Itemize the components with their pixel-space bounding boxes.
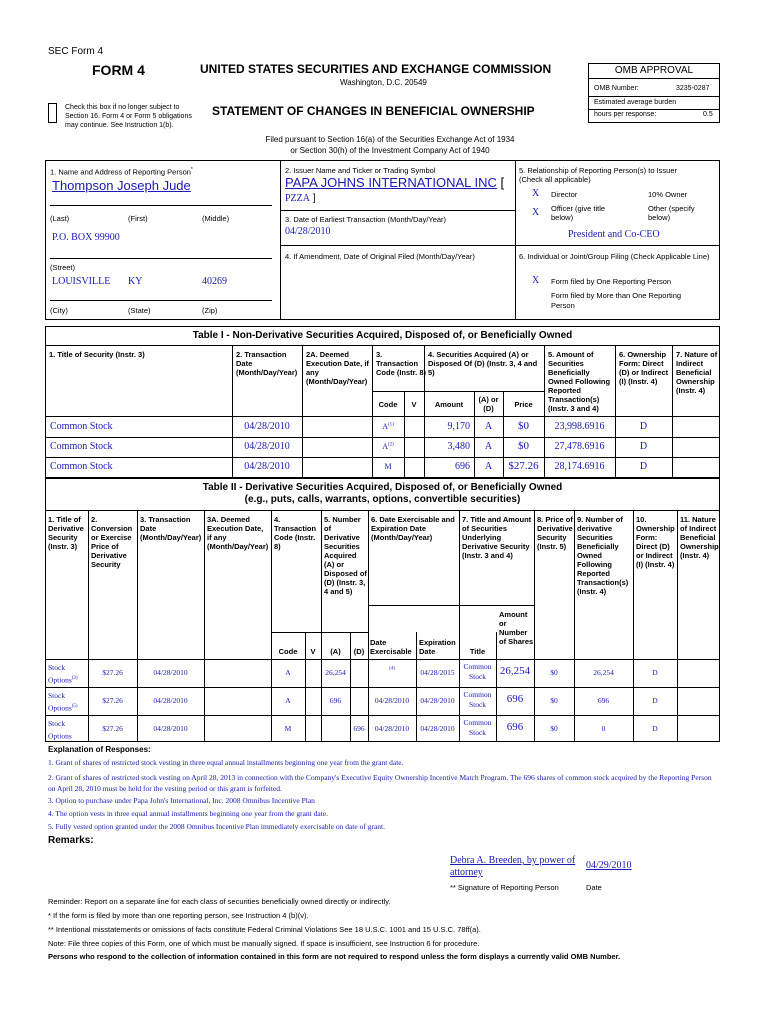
t1-price: Price — [514, 400, 533, 409]
explanation-title: Explanation of Responses: — [48, 745, 151, 754]
t2-a: (A) — [330, 647, 341, 656]
t2-exp: Expiration Date — [419, 638, 456, 656]
t1r3-code: M — [384, 462, 392, 471]
footer-omb-note: Persons who respond to the collection of information contained in this form are not required to respond unless the form displays a currently valid OMB Number. — [48, 952, 621, 961]
t2r3-code: M — [284, 724, 292, 733]
t1-h6: 6. Ownership Form: Direct (D) or Indirect (I) (Instr. 4) — [619, 350, 669, 386]
t1r1-title: Common Stock — [50, 421, 113, 432]
t2-amt: Amount or Number of Shares — [499, 610, 534, 646]
street-value: P.O. BOX 99900 — [52, 232, 120, 243]
t2-h8: 8. Price of Derivative Security (Instr. 5) — [537, 515, 573, 551]
omb-hours-value: 0.5 — [703, 111, 713, 118]
earliest-transaction-date: 04/28/2010 — [285, 226, 331, 237]
t1r3-title: Common Stock — [50, 461, 113, 472]
officer-check[interactable]: X — [532, 207, 540, 218]
t2-h5: 5. Number of Derivative Securities Acquired (A) or Disposed of (D) (Instr. 3, 4 and 5) — [324, 515, 367, 596]
explanation-1: 1. Grant of shares of restricted stock vesting in three equal annual installments beginning one year from the grant date. — [48, 758, 404, 767]
t2-v: V — [310, 647, 316, 656]
director-check[interactable]: X — [532, 188, 540, 199]
t2r2-price: $27.26 — [102, 696, 123, 705]
t1-h5: 5. Amount of Securities Beneficially Owned Following Reported Transaction(s) (Instr. 3 and 4) — [548, 350, 611, 413]
t2-date-ex: Date Exercisable — [370, 638, 412, 656]
t2r3-dex: 04/28/2010 — [374, 724, 410, 733]
t2r1-date: 04/28/2010 — [153, 668, 188, 677]
street-label: (Street) — [50, 263, 76, 272]
t1r3-owned: 28,174.6916 — [554, 461, 605, 472]
t2r3-date: 04/28/2010 — [153, 724, 188, 733]
t2r2-shares: 696 — [506, 693, 524, 705]
filed-line-2: or Section 30(h) of the Investment Company Act of 1940 — [290, 146, 490, 155]
table-1-title: Table I - Non-Derivative Securities Acquired, Disposed of, or Beneficially Owned — [192, 330, 573, 341]
table-2-title: Table II - Derivative Securities Acquired, Disposed of, or Beneficially Owned — [202, 482, 563, 493]
t2r1-price: $27.26 — [102, 668, 123, 677]
footer-reminder: Reminder: Report on a separate line for each class of securities beneficially owned directly or indirectly. — [48, 897, 391, 906]
state-label: (State) — [128, 306, 151, 315]
first-label: (First) — [128, 214, 148, 223]
omb-title: OMB APPROVAL — [588, 64, 720, 79]
t1r1-ad: A — [484, 421, 493, 432]
city-value: LOUISVILLE — [52, 276, 111, 287]
box2-label: 2. Issuer Name and Ticker or Trading Symbol — [285, 166, 436, 175]
t1-code: Code — [378, 400, 398, 409]
t2r1-p8: $0 — [550, 668, 558, 677]
t2-title: Title — [469, 647, 486, 656]
box3-label: 3. Date of Earliest Transaction (Month/Day/Year) — [285, 215, 447, 224]
footer-note-1: * If the form is filed by more than one reporting person, see Instruction 4 (b)(v). — [48, 911, 309, 920]
box6-label: 6. Individual or Joint/Group Filing (Check Applicable Line) — [519, 252, 710, 261]
commission-title: UNITED STATES SECURITIES AND EXCHANGE COMMISSION — [200, 62, 552, 76]
t1r3-amount: 696 — [455, 461, 470, 472]
issuer-name[interactable]: PAPA JOHNS INTERNATIONAL INC [ — [285, 175, 505, 190]
t2r1-a: 26,254 — [325, 668, 346, 677]
form-title: FORM 4 — [92, 62, 145, 78]
middle-label: (Middle) — [202, 214, 230, 223]
t1r2-code: $A^{(2)}$ — [382, 442, 394, 451]
zip-value: 40269 — [202, 276, 227, 287]
omb-hours-label: hours per response: — [594, 111, 657, 118]
t2-h3: 3. Transaction Date (Month/Day/Year) — [140, 515, 202, 542]
t1r2-price: $0 — [518, 440, 529, 452]
explanation-3: 3. Option to purchase under Papa John's International, Inc. 2008 Omnibus Incentive Plan — [48, 796, 315, 805]
t1r2-form: D — [639, 441, 648, 452]
t2r3-form: D — [652, 724, 658, 733]
signature-date: 04/29/2010 — [586, 860, 632, 871]
remarks-title: Remarks: — [48, 835, 94, 846]
footer-note-3: Note: File three copies of this Form, one of which must be manually signed. If space is insufficient, see Instruction 6 for procedure. — [48, 939, 480, 948]
explanation-5: 5. Fully vested option granted under the 2008 Omnibus Incentive Plan immediately exercisable on date of grant. — [48, 822, 385, 831]
t2r2-date: 04/28/2010 — [153, 696, 188, 705]
t1r1-price: $0 — [518, 420, 529, 432]
t2-h11: 11. Nature of Indirect Beneficial Ownership (Instr. 4) — [680, 515, 719, 560]
box1-label: 1. Name and Address of Reporting Person* — [50, 167, 193, 177]
t1r1-form: D — [639, 421, 648, 432]
t1r1-amount: 9,170 — [447, 421, 470, 432]
director-label: Director — [551, 190, 578, 199]
t1r2-owned: 27,478.6916 — [554, 441, 605, 452]
t2-h7: 7. Title and Amount of Securities Underlying Derivative Security (Instr. 3 and 4) — [462, 515, 532, 560]
t1r3-form: D — [639, 461, 648, 472]
t1-h4: 4. Securities Acquired (A) or Disposed Of (D) (Instr. 3, 4 and 5) — [428, 350, 538, 377]
t1r2-title: Common Stock — [50, 441, 113, 452]
t2-code: Code — [278, 647, 298, 656]
last-label: (Last) — [50, 214, 70, 223]
t2r2-form: D — [652, 696, 658, 705]
t2-h3a: 3A. Deemed Execution Date, if any (Month/Day/Year) — [207, 515, 269, 551]
t1r3-date: 04/28/2010 — [244, 461, 290, 472]
t2-d: (D) — [353, 647, 365, 656]
t1-aord: (A) or (D) — [478, 395, 499, 413]
t1r1-owned: 23,998.6916 — [554, 421, 605, 432]
t2r3-d: 696 — [353, 724, 365, 733]
one-person-label: Form filed by One Reporting Person — [551, 277, 672, 286]
t1-h7: 7. Nature of Indirect Beneficial Ownership (Instr. 4) — [676, 350, 718, 395]
t2r2-underlying: Common Stock — [463, 690, 492, 709]
footer-note-2: ** Intentional misstatements or omissions of facts constitute Federal Criminal Violations See 18 U.S.C. 1001 and 15 U.S.C. 78ff(a). — [48, 925, 481, 934]
t2r2-exp: 04/28/2010 — [420, 696, 455, 705]
t1r2-amount: 3,480 — [447, 441, 470, 452]
t2r1-shares: 26,254 — [499, 665, 531, 677]
t2r1-dex: (4) — [389, 666, 395, 672]
commission-city: Washington, D.C. 20549 — [340, 78, 427, 87]
explanation-2: 2. Grant of shares of restricted stock vesting on April 28, 2013 in connection with the Company's Executive Equity Ownership Incentive Match Program. The 696 shares of common stock acquired by the Reporting Person on April 28, 2010 must be held for the vesting period or this grant is forfeited. — [48, 773, 712, 793]
t2r2-owned: 696 — [597, 696, 610, 705]
t2-h6: 6. Date Exercisable and Expiration Date (Month/Day/Year) — [371, 515, 455, 542]
t2-h1: 1. Title of Derivative Security (Instr. 3) — [48, 515, 84, 551]
t2-h2: 2. Conversion or Exercise Price of Derivative Security — [91, 515, 133, 569]
t1r3-ad: A — [484, 461, 493, 472]
t2r2-code: A — [285, 696, 291, 705]
sec-form-label: SEC Form 4 — [48, 46, 104, 57]
t1r1-date: 04/28/2010 — [244, 421, 290, 432]
t2r3-exp: 04/28/2010 — [420, 724, 455, 733]
t2r1-exp: 04/28/2015 — [420, 668, 455, 677]
t2r3-p8: $0 — [550, 724, 558, 733]
officer-title: President and Co-CEO — [568, 229, 660, 240]
t2r2-a: 696 — [329, 696, 342, 705]
t1r2-ad: A — [484, 441, 493, 452]
box4-label: 4. If Amendment, Date of Original Filed (Month/Day/Year) — [285, 252, 475, 261]
omb-number-value: 3235-0287 — [676, 85, 710, 92]
officer-label: Officer (give title below) — [551, 204, 606, 222]
t2r3-underlying: Common Stock — [463, 718, 492, 737]
zip-label: (Zip) — [202, 306, 218, 315]
box5-label: 5. Relationship of Reporting Person(s) to Issuer (Check all applicable) — [519, 166, 677, 184]
other-label: Other (specify below) — [648, 204, 695, 222]
omb-burden-label: Estimated average burden — [594, 99, 677, 106]
state-value: KY — [128, 276, 143, 287]
t2r2-title: Stock Options$^{(5)}$ — [48, 691, 78, 713]
no-longer-subject-checkbox[interactable] — [48, 103, 57, 123]
one-person-check[interactable]: X — [532, 275, 540, 286]
t1-amount: Amount — [434, 400, 464, 409]
t1-v: V — [411, 400, 417, 409]
more-persons-label: Form filed by More than One Reporting Person — [551, 291, 682, 310]
t2r3-owned: 0 — [601, 724, 606, 733]
date-label: Date — [586, 883, 602, 892]
t1r3-price: $27.26 — [508, 460, 539, 472]
explanation-4: 4. The option vests in three equal annual installments beginning one year from the grant date. — [48, 809, 328, 818]
t1r2-date: 04/28/2010 — [244, 441, 290, 452]
table-2-subtitle: (e.g., puts, calls, warrants, options, convertible securities) — [244, 494, 521, 505]
t2r1-owned: 26,254 — [593, 668, 614, 677]
signature-label: ** Signature of Reporting Person — [450, 883, 559, 892]
t1r1-code: $A^{(1)}$ — [382, 422, 394, 431]
t1-h1: 1. Title of Security (Instr. 3) — [49, 350, 145, 359]
t2r1-title: Stock Options$^{(3)}$ — [48, 663, 78, 685]
city-label: (City) — [50, 306, 68, 315]
t2-h10: 10. Ownership Form: Direct (D) or Indirect (I) (Instr. 4) — [636, 515, 675, 569]
omb-number-label: OMB Number: — [594, 85, 639, 92]
t2r1-form: D — [652, 668, 658, 677]
t2r2-p8: $0 — [550, 696, 558, 705]
t2r1-underlying: Common Stock — [463, 662, 492, 681]
reporting-person-name[interactable]: Thompson Joseph Jude — [52, 178, 191, 193]
t2-h9: 9. Number of derivative Securities Beneficially Owned Following Reported Transaction(s) (Instr. 4) — [577, 515, 629, 596]
t1-h2: 2. Transaction Date (Month/Day/Year) — [236, 350, 298, 377]
statement-title: STATEMENT OF CHANGES IN BENEFICIAL OWNERSHIP — [212, 104, 535, 118]
t2r2-dex: 04/28/2010 — [374, 696, 410, 705]
checkbox-text: Check this box if no longer subject to Section 16. Form 4 or Form 5 obligations may continue. See Instruction 1(b). — [65, 104, 192, 129]
t1-h2a: 2A. Deemed Execution Date, if any (Month/Day/Year) — [306, 350, 369, 386]
t1-h3: 3. Transaction Code (Instr. 8) — [376, 350, 427, 377]
t2-h4: 4. Transaction Code (Instr. 8) — [274, 515, 317, 551]
t2r3-shares: 696 — [506, 721, 524, 733]
t2r3-price: $27.26 — [102, 724, 123, 733]
ten-percent-owner-label: 10% Owner — [648, 190, 688, 199]
t2r3-title: Stock Options — [48, 719, 72, 741]
signature: Debra A. Breeden, by power of attorney — [450, 855, 576, 878]
t2r1-code: A — [285, 668, 291, 677]
filed-line-1: Filed pursuant to Section 16(a) of the Securities Exchange Act of 1934 — [265, 135, 515, 144]
ticker-symbol: PZZA ] — [285, 193, 316, 204]
